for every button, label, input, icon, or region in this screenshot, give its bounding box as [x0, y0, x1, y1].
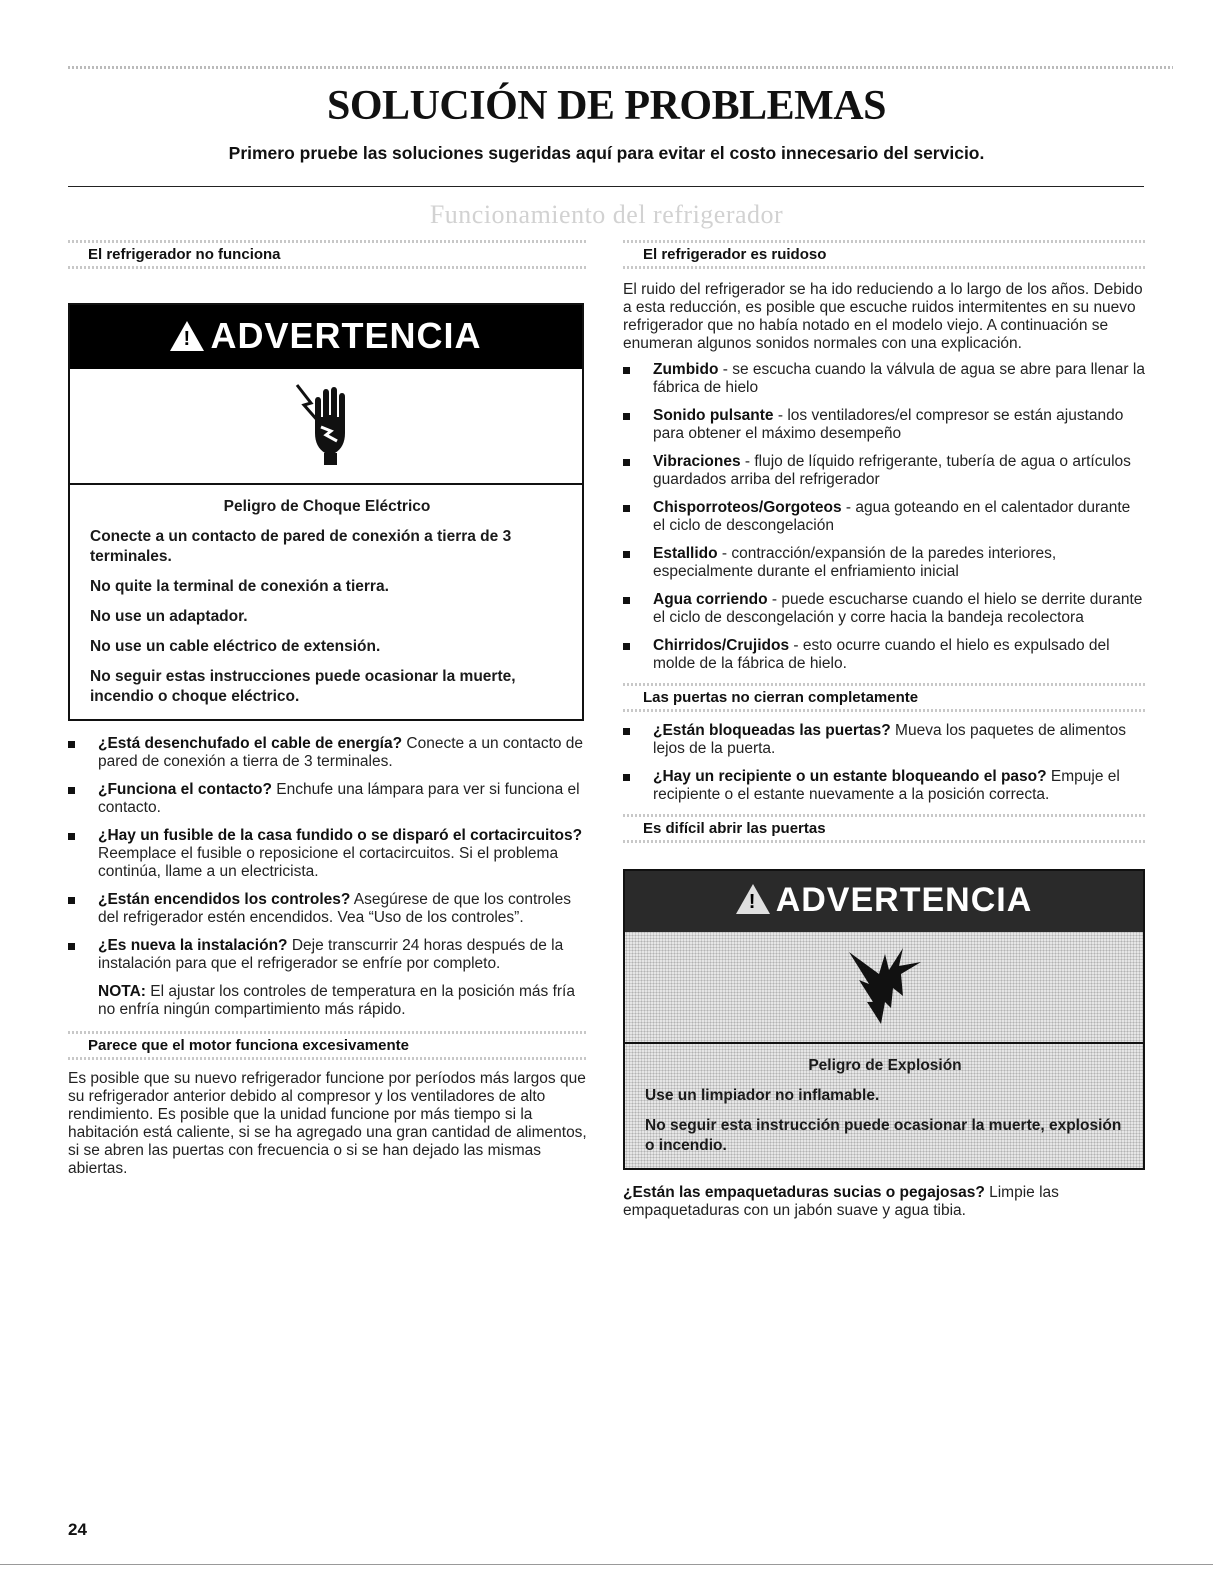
list-item: Vibraciones - flujo de líquido refrigerante, tubería de agua o artículos guardados arriba del refrigerador: [623, 453, 1145, 489]
warning-body: [625, 1044, 1143, 1168]
list-item: Chirridos/Crujidos - esto ocurre cuando el hielo es expulsado del molde de la fábrica de hielo.: [623, 637, 1145, 673]
warning-banner: [70, 305, 582, 369]
shock-warning-box: [68, 303, 584, 721]
warning-banner: [625, 871, 1143, 932]
list-item: Agua corriendo - puede escucharse cuando el hielo se derrite durante el ciclo de descongelación y corre hacia la bandeja recolectora: [623, 591, 1145, 627]
warning-line: No seguir esta instrucción puede ocasionar la muerte, explosión o incendio.: [645, 1117, 1122, 1154]
list-item: ¿Está desenchufado el cable de energía? Conecte a un contacto de pared de conexión a tierra de 3 terminales.: [68, 735, 588, 771]
icon-area: [625, 932, 1143, 1044]
electric-shock-hand-icon: [291, 381, 361, 471]
warning-line: Conecte a un contacto de pared de conexión a tierra de 3 terminales.: [90, 528, 512, 565]
warning-line: Use un limpiador no inflamable.: [645, 1087, 880, 1104]
warning-line: No use un cable eléctrico de extensión.: [90, 638, 381, 655]
warning-banner-label: ADVERTENCIA: [775, 881, 1033, 919]
list-item: Zumbido - se escucha cuando la válvula de agua se abre para llenar la fábrica de hielo: [623, 361, 1145, 397]
subsection-heading: Es difícil abrir las puertas: [623, 814, 1145, 843]
check-list: [68, 735, 588, 973]
list-item: Chisporroteos/Gorgoteos - agua goteando en el calentador durante el ciclo de descongelación: [623, 499, 1145, 535]
left-column: [68, 240, 588, 1178]
list-item: ¿Están encendidos los controles? Asegúrese de que los controles del refrigerador estén encendidos. Vea “Uso de los controles”.: [68, 891, 588, 927]
list-item: Sonido pulsante - los ventiladores/el compresor se están ajustando para obtener el máximo desempeño: [623, 407, 1145, 443]
hazard-title: Peligro de Choque Eléctrico: [223, 498, 431, 515]
warning-line: No use un adaptador.: [90, 608, 248, 625]
motor-paragraph: Es posible que su nuevo refrigerador funcione por períodos más largos que su refrigerador anterior debido al compresor y los ventiladores de alto rendimiento. Es posible que la unidad funcione por más tiempo si la habitación está caliente, si se ha agregado una gran cantidad de alimentos, si se abren las puertas con frecuencia o si se han dejado las mismas abiertas.: [68, 1070, 587, 1177]
page-subtitle: Primero pruebe las soluciones sugeridas aquí para evitar el costo innecesario del servicio.: [228, 143, 985, 163]
explosion-icon: [839, 944, 929, 1030]
gaskets-paragraph: ¿Están las empaquetaduras sucias o pegajosas? Limpie las empaquetaduras con un jabón suave y agua tibia.: [623, 1184, 1059, 1219]
hazard-title: Peligro de Explosión: [808, 1057, 962, 1074]
warning-line: No seguir estas instrucciones puede ocasionar la muerte, incendio o choque eléctrico.: [90, 668, 516, 705]
subsection-heading: El refrigerador es ruidoso: [623, 240, 1145, 269]
right-column: [623, 240, 1145, 1220]
subsection-heading: Las puertas no cierran completamente: [623, 683, 1145, 712]
note: NOTA: El ajustar los controles de temperatura en la posición más fría no enfría ningún compartimiento más rápido.: [98, 983, 575, 1018]
list-item: ¿Funciona el contacto? Enchufe una lámpara para ver si funciona el contacto.: [68, 781, 588, 817]
sounds-list: [623, 361, 1145, 673]
explosion-warning-box: [623, 869, 1145, 1170]
warning-body: [70, 485, 582, 719]
noise-intro: El ruido del refrigerador se ha ido reduciendo a lo largo de los años. Debido a esta reducción, es posible que escuche ruidos intermitentes en su nuevo refrigerador que no había notado en el modelo viejo. A continuación se enumeran algunos sonidos normales con una explicación.: [623, 281, 1143, 352]
page-title: SOLUCIÓN DE PROBLEMAS: [327, 83, 886, 129]
section-title: Funcionamiento del refrigerador: [429, 200, 784, 229]
subsection-heading: Parece que el motor funciona excesivamente: [68, 1031, 588, 1060]
warning-triangle-icon: [170, 321, 204, 351]
list-item: ¿Hay un recipiente o un estante bloqueando el paso? Empuje el recipiente o el estante nuevamente a la posición correcta.: [623, 768, 1145, 804]
warning-line: No quite la terminal de conexión a tierra.: [90, 578, 389, 595]
list-item: Estallido - contracción/expansión de la paredes interiores, especialmente durante el enfriamiento inicial: [623, 545, 1145, 581]
divider: [68, 186, 1144, 187]
icon-area: [70, 369, 582, 485]
subsection-heading: El refrigerador no funciona: [68, 240, 588, 269]
top-rule: [68, 66, 1173, 69]
list-item: ¿Hay un fusible de la casa fundido o se disparó el cortacircuitos? Reemplace el fusible o reposicione el cortacircuitos. Si el problema continúa, llame a un electricista.: [68, 827, 588, 881]
page-number: 24: [68, 1520, 87, 1539]
bottom-rule: [0, 1564, 1213, 1565]
doors-list: [623, 722, 1145, 804]
list-item: ¿Están bloqueadas las puertas? Mueva los paquetes de alimentos lejos de la puerta.: [623, 722, 1145, 758]
list-item: ¿Es nueva la instalación? Deje transcurrir 24 horas después de la instalación para que el refrigerador se enfríe por completo.: [68, 937, 588, 973]
warning-banner-label: ADVERTENCIA: [210, 315, 482, 356]
warning-triangle-icon: [736, 884, 770, 914]
